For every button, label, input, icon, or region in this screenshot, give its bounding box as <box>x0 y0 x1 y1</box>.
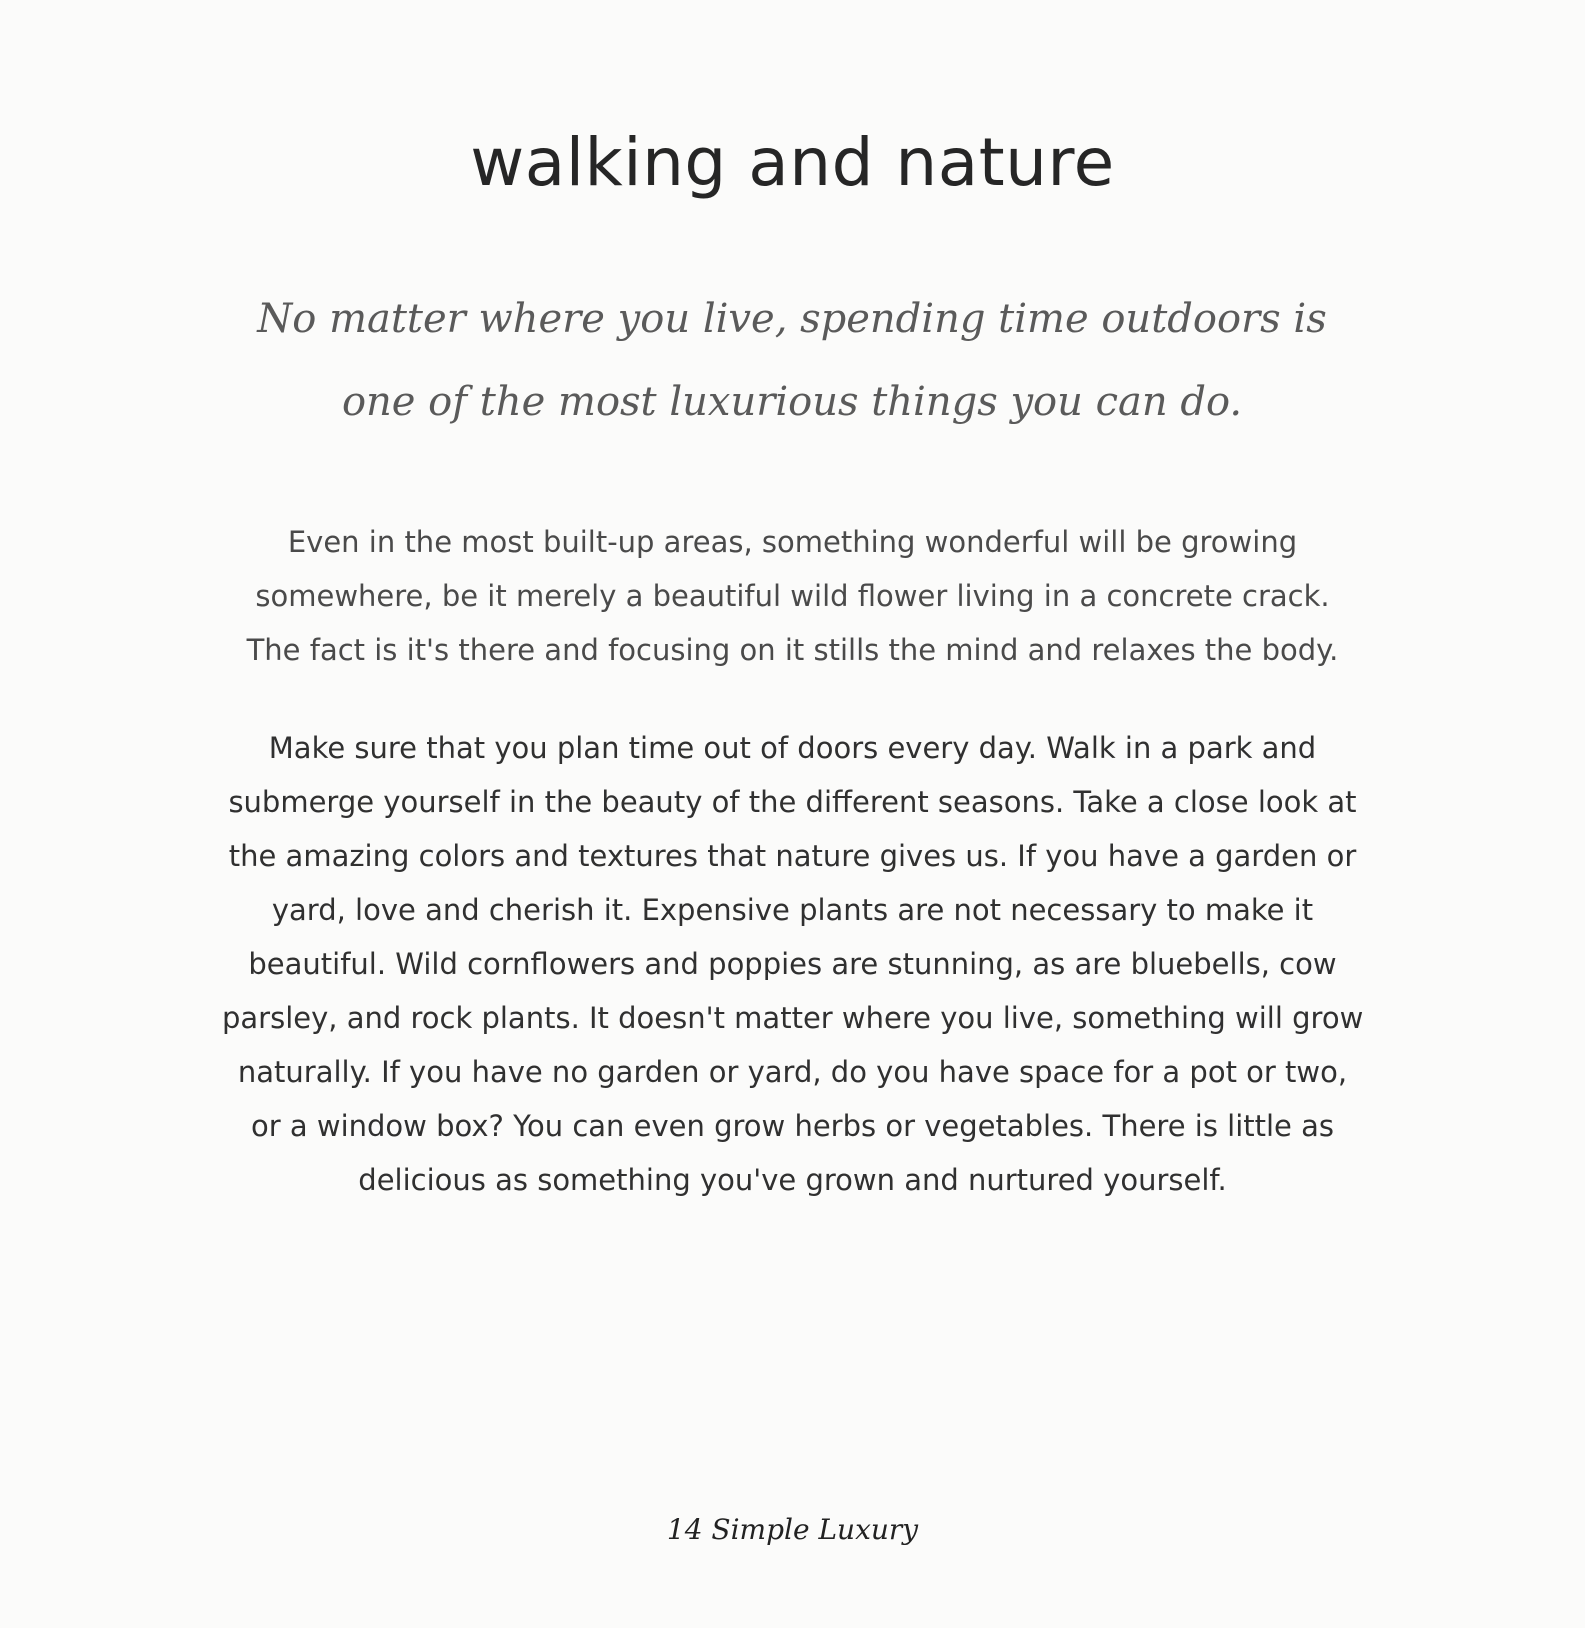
paragraph-line: Make sure that you plan time out of doors every day. Walk in a park and <box>268 731 1317 765</box>
body-paragraph-1 <box>222 515 1363 677</box>
paragraph-line: naturally. If you have no garden or yard, do you have space for a pot or two, <box>237 1055 1348 1089</box>
pull-quote <box>232 278 1352 444</box>
paragraph-line: or a window box? You can even grow herbs or vegetables. There is little as <box>250 1109 1334 1143</box>
pull-quote-line: No matter where you live, spending time outdoors is <box>257 296 1327 342</box>
page-title: walking and nature <box>470 124 1115 201</box>
paragraph-line: beautiful. Wild cornflowers and poppies are stunning, as are bluebells, cow <box>248 947 1337 981</box>
paragraph-line: submerge yourself in the beauty of the different seasons. Take a close look at <box>228 785 1357 819</box>
paragraph-line: the amazing colors and textures that nature gives us. If you have a garden or <box>228 839 1357 873</box>
paragraph-line: parsley, and rock plants. It doesn't matter where you live, something will grow <box>222 1001 1364 1035</box>
paragraph-line: somewhere, be it merely a beautiful wild flower living in a concrete crack. <box>255 579 1330 613</box>
page-folio: 14 Simple Luxury <box>666 1513 919 1546</box>
pull-quote-line: one of the most luxurious things you can do. <box>341 379 1243 425</box>
paragraph-line: yard, love and cherish it. Expensive plants are not necessary to make it <box>271 893 1314 927</box>
body-paragraph-2 <box>222 721 1363 1207</box>
paragraph-line: delicious as something you've grown and nurtured yourself. <box>358 1163 1227 1197</box>
paragraph-line: The fact is it's there and focusing on it stills the mind and relaxes the body. <box>246 633 1339 667</box>
paragraph-line: Even in the most built-up areas, something wonderful will be growing <box>287 525 1298 559</box>
